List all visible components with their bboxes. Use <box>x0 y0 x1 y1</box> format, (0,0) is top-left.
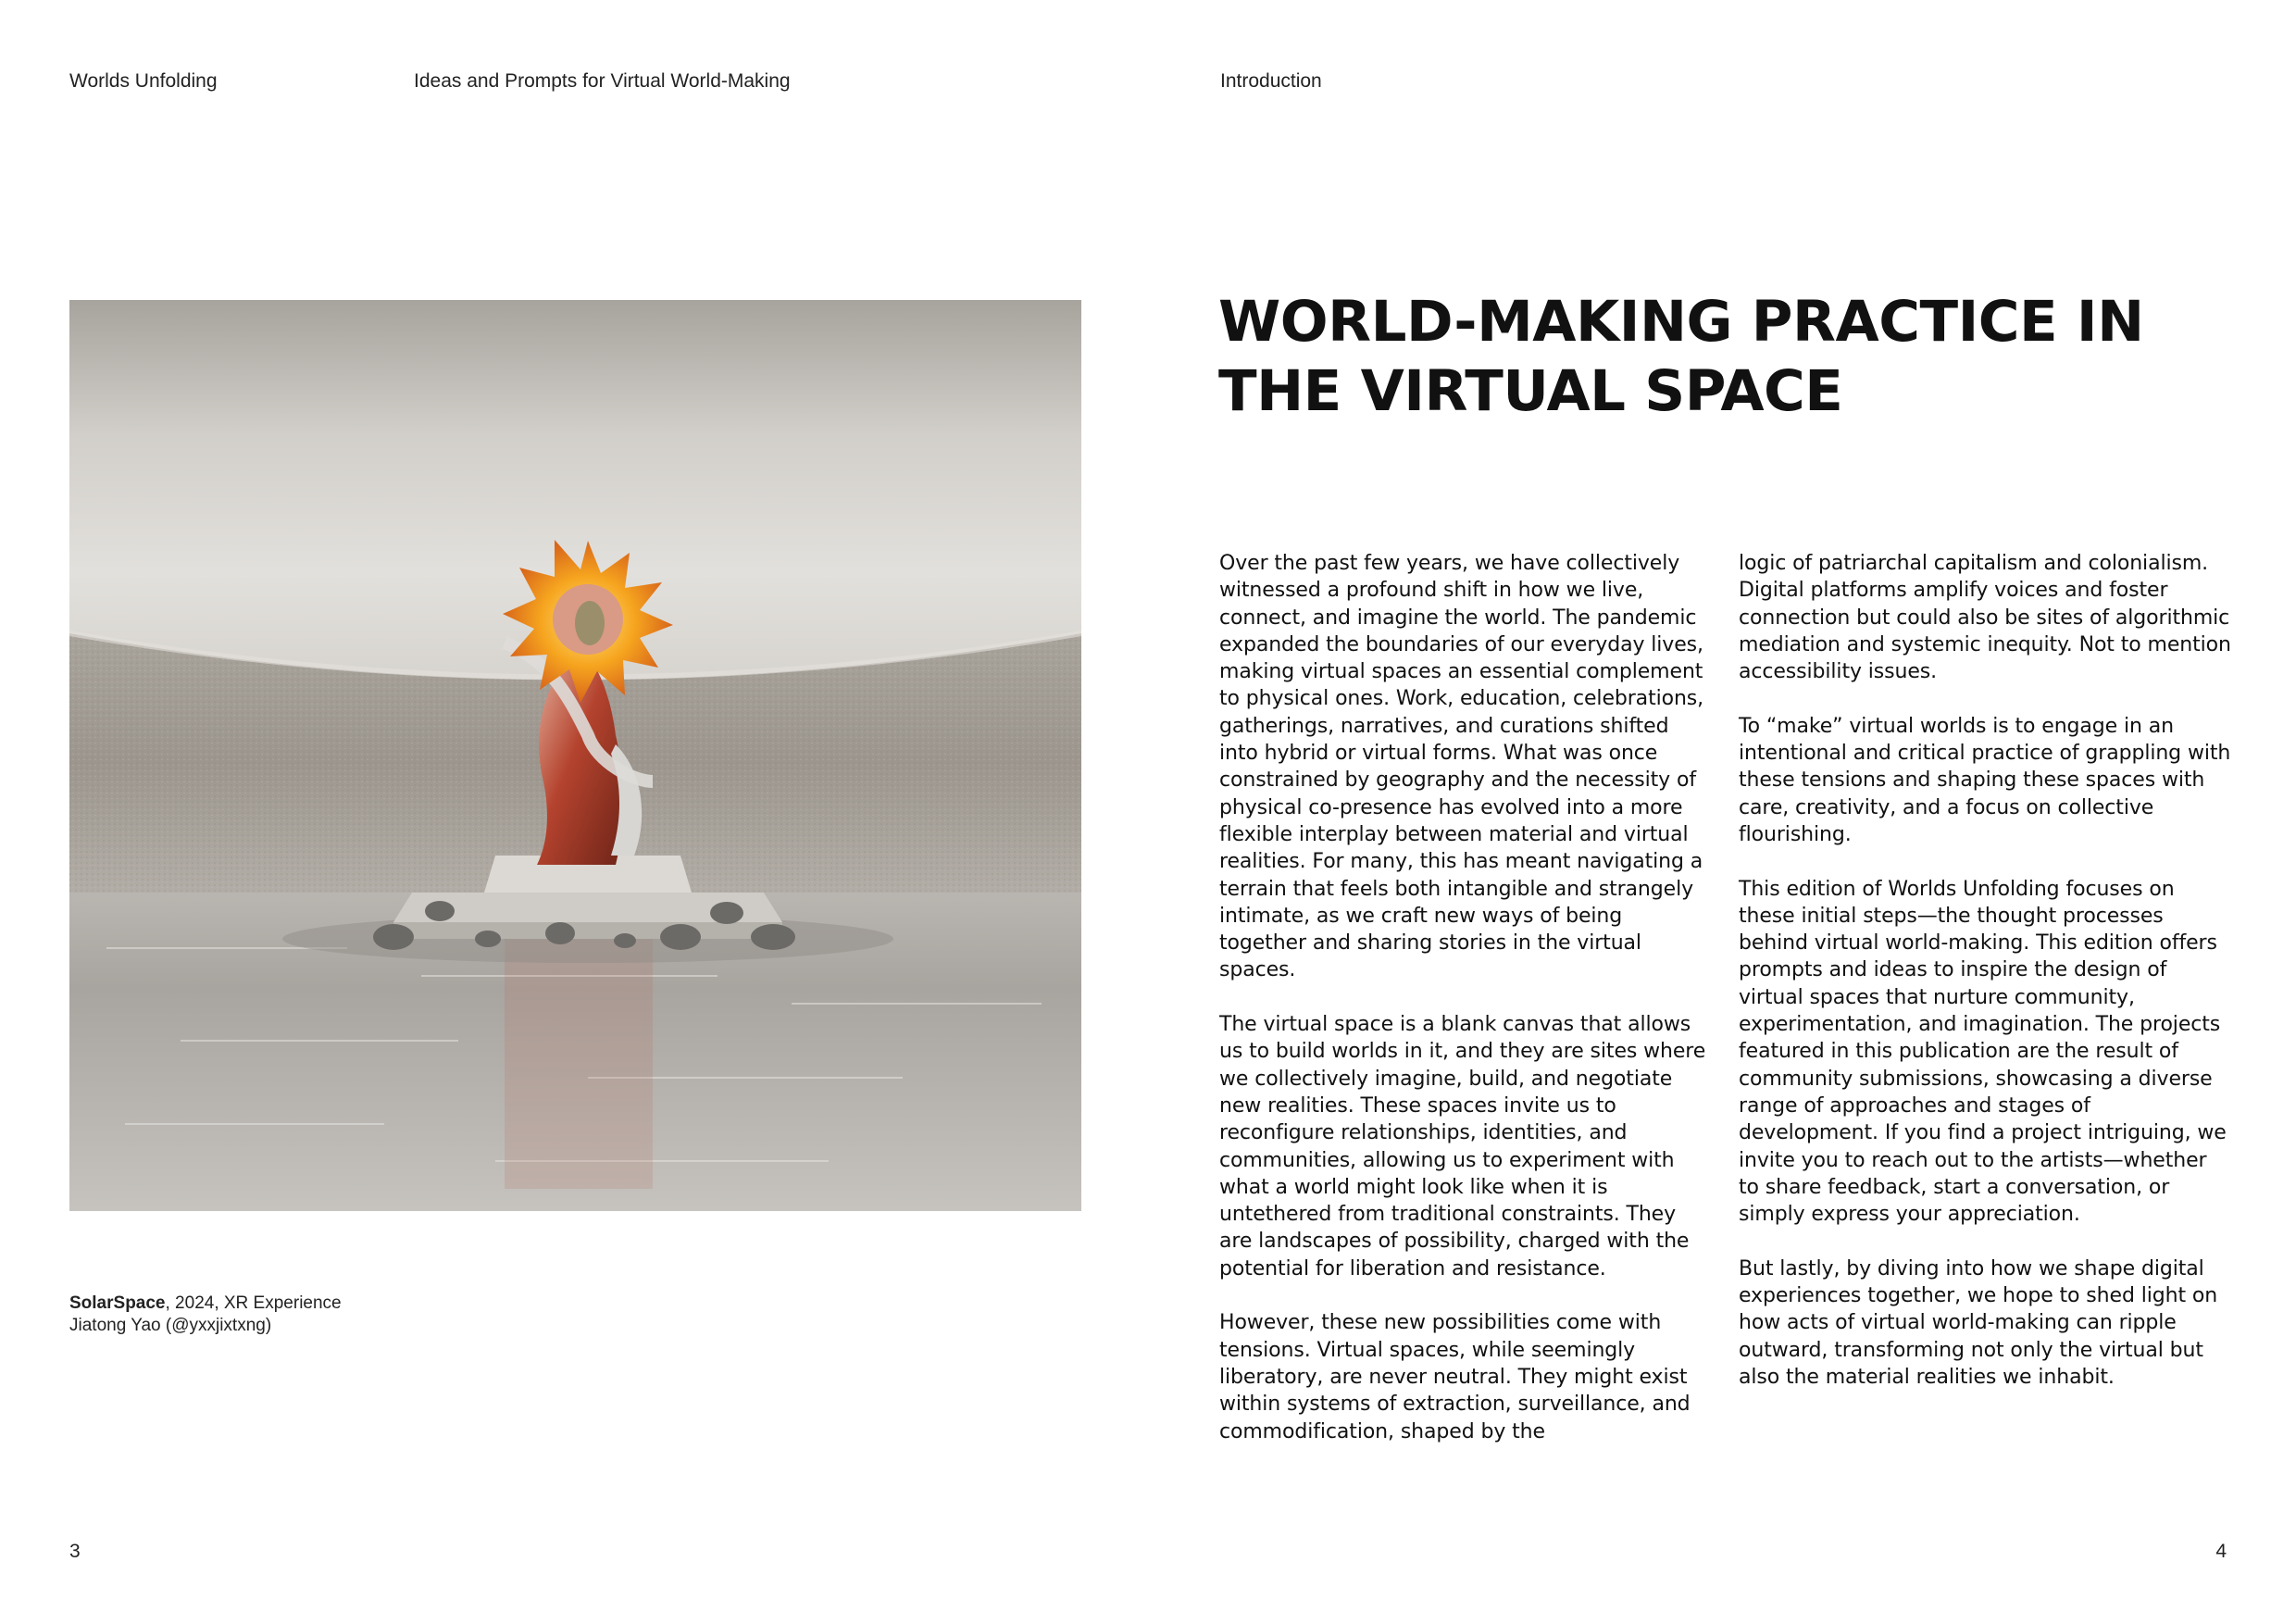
page-number-left: 3 <box>69 1541 81 1562</box>
running-header-publication-subtitle: Ideas and Prompts for Virtual World-Making <box>414 70 791 92</box>
body-paragraph: This edition of Worlds Unfolding focuses on these initial steps—the thought processes behind virtual world-making. This edition offers prompts and ideas to inspire the design of virtual spaces that nurture community, experimentation, and imagination. The projects featured in this publication are the result of community submissions, showcasing a diverse range of approaches and stages of development. If you find a project intriguing, we invite you to reach out to the artists—whether to share feedback, start a conversation, or simply express your appreciation. <box>1739 877 2227 1227</box>
body-text-column-right <box>1739 550 2233 1418</box>
figure-caption <box>69 1293 342 1337</box>
caption-artwork-details: , 2024, XR Experience <box>165 1293 342 1313</box>
artwork-image-solarspace <box>69 300 1081 1211</box>
body-text-column-left <box>1219 550 1714 1472</box>
caption-artwork-title: SolarSpace <box>69 1293 166 1313</box>
body-paragraph: Over the past few years, we have collectively witnessed a profound shift in how we live, connect, and imagine the world. The pandemic expanded the boundaries of our everyday lives, making virtual spaces an essential complement to physical ones. Work, education, celebrations, gatherings, narratives, and curations shifted into hybrid or virtual forms. What was once constrained by geography and the necessity of physical co-presence has evolved into a more flexible interplay between material and virtual realities. For many, this has meant navigating a terrain that feels both intangible and strangely intimate, as we craft new ways of being together and sharing stories in the virtual spaces. <box>1219 552 1704 982</box>
caption-title-line <box>69 1293 342 1315</box>
body-paragraph: The virtual space is a blank canvas that allows us to build worlds in it, and they are sites where we collectively imagine, build, and negotiate new realities. These spaces invite us to reconfigure relationships, identities, and communities, allowing us to experiment with what a world might look like when it is untethered from traditional constraints. They are landscapes of possibility, charged with the potential for liberation and resistance. <box>1219 1013 1706 1280</box>
running-header-section-name: Introduction <box>1220 70 1322 92</box>
artwork-rendering <box>69 300 1081 1211</box>
body-paragraph: To “make” virtual worlds is to engage in an intentional and critical practice of grappling with these tensions and shaping these spaces with care, creativity, and a focus on collective flourishing. <box>1739 714 2231 846</box>
page-number-right: 4 <box>2215 1541 2227 1562</box>
caption-artist-credit: Jiatong Yao (@yxxjixtxng) <box>69 1316 272 1335</box>
page-title: WORLD-MAKING PRACTICE IN THE VIRTUAL SPACE <box>1218 289 2144 424</box>
body-paragraph: logic of patriarchal capitalism and colonialism. Digital platforms amplify voices and foster connection but could also be sites of algorithmic mediation and systemic inequity. Not to mention accessibility issues. <box>1739 552 2231 684</box>
running-header-publication-title: Worlds Unfolding <box>69 70 218 92</box>
body-paragraph: But lastly, by diving into how we shape digital experiences together, we hope to shed light on how acts of virtual world-making can ripple outward, transforming not only the virtual but also the material realities we inhabit. <box>1739 1256 2218 1389</box>
body-paragraph: However, these new possibilities come with tensions. Virtual spaces, while seemingly liberatory, are never neutral. They might exist within systems of extraction, surveillance, and commodification, shaped by the <box>1219 1311 1691 1443</box>
